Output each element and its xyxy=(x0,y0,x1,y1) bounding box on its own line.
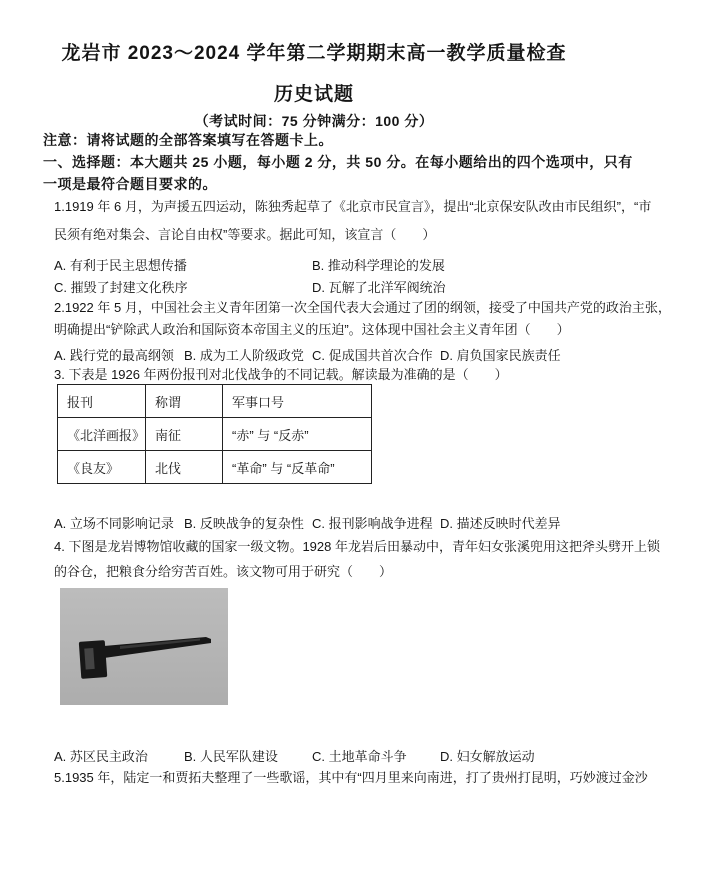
question-3-options-row xyxy=(54,513,614,529)
table-header-publication: 报刊 xyxy=(58,385,146,418)
question-4-option-d: D. 妇女解放运动 xyxy=(440,749,535,764)
table-header-appellation: 称谓 xyxy=(146,385,223,418)
question-2-line-2: 明确提出“铲除武人政治和国际资本帝国主义的压迫”。这体现中国社会主义青年团（ ） xyxy=(54,322,570,337)
section-intro-line1: 一、选择题：本大题共 25 小题，每小题 2 分，共 50 分。在每小题给出的四个选项中，只有 xyxy=(43,154,633,170)
table-header-row xyxy=(58,385,372,418)
question-4-options-row xyxy=(54,746,614,762)
question-1-option-a: A. 有利于民主思想传播 xyxy=(54,258,187,273)
table-cell: 南征 xyxy=(146,418,223,451)
table-cell: 《良友》 xyxy=(58,451,146,484)
table-cell: “革命” 与 “反革命” xyxy=(223,451,372,484)
exam-info: （考试时间：75 分钟满分：100 分） xyxy=(194,113,434,129)
table-cell: “赤” 与 “反赤” xyxy=(223,418,372,451)
section-intro-line2: 一项是最符合题目要求的。 xyxy=(43,176,217,192)
question-1-option-c: C. 摧毁了封建文化秩序 xyxy=(54,280,188,295)
question-2-line-1: 2.1922 年 5 月，中国社会主义青年团第一次全国代表大会通过了团的纲领，接受了中国共产党的政治主张， xyxy=(54,300,671,315)
axe-artifact-photo xyxy=(60,588,228,705)
question-4-option-b: B. 人民军队建设 xyxy=(184,749,278,764)
table-header-slogan: 军事口号 xyxy=(223,385,372,418)
newspaper-comparison-table xyxy=(57,384,372,484)
notice: 注意：请将试题的全部答案填写在答题卡上。 xyxy=(43,132,333,148)
exam-title: 龙岩市 2023～2024 学年第二学期期末高一教学质量检查 xyxy=(61,43,567,64)
table-row xyxy=(58,451,372,484)
question-3-option-b: B. 反映战争的复杂性 xyxy=(184,516,304,531)
question-1-option-d: D. 瓦解了北洋军阀统治 xyxy=(312,280,446,295)
question-3-option-a: A. 立场不同影响记录 xyxy=(54,516,174,531)
question-1-line-2: 民须有绝对集会、言论自由权”等要求。据此可知，该宣言（ ） xyxy=(54,227,436,242)
question-3-option-d: D. 描述反映时代差异 xyxy=(440,516,561,531)
question-1-options-row-1 xyxy=(54,255,614,271)
question-2-option-d: D. 肩负国家民族责任 xyxy=(440,348,561,363)
question-2-options-row xyxy=(54,345,614,361)
question-3-option-c: C. 报刊影响战争进程 xyxy=(312,516,433,531)
question-4-line-2: 的谷仓，把粮食分给穷苦百姓。该文物可用于研究（ ） xyxy=(54,564,393,579)
question-5-line-1: 5.1935 年，陆定一和贾拓夫整理了一些歌谣，其中有“四月里来向南进，打了贵州打昆明，巧妙渡过金沙 xyxy=(54,770,648,785)
question-3-line-1: 3. 下表是 1926 年两份报刊对北伐战争的不同记载。解读最为准确的是（ ） xyxy=(54,367,508,382)
question-1-line-1: 1.1919 年 6 月，为声援五四运动，陈独秀起草了《北京市民宣言》，提出“北京保安队改由市民组织”，“市 xyxy=(54,199,652,214)
question-2-option-c: C. 促成国共首次合作 xyxy=(312,348,433,363)
question-2-option-a: A. 践行党的最高纲领 xyxy=(54,348,174,363)
axe-head-icon xyxy=(79,640,108,679)
exam-subtitle: 历史试题 xyxy=(273,84,354,105)
question-4-option-c: C. 土地革命斗争 xyxy=(312,749,407,764)
table-cell: 北伐 xyxy=(146,451,223,484)
table-cell: 《北洋画报》 xyxy=(58,418,146,451)
table-row xyxy=(58,418,372,451)
question-1-options-row-2 xyxy=(54,277,614,293)
question-2-option-b: B. 成为工人阶级政党 xyxy=(184,348,304,363)
question-4-line-1: 4. 下图是龙岩博物馆收藏的国家一级文物。1928 年龙岩后田暴动中，青年妇女张溪兜用这把斧头劈开上锁 xyxy=(54,539,660,554)
question-1-option-b: B. 推动科学理论的发展 xyxy=(312,258,445,273)
question-4-option-a: A. 苏区民主政治 xyxy=(54,749,148,764)
